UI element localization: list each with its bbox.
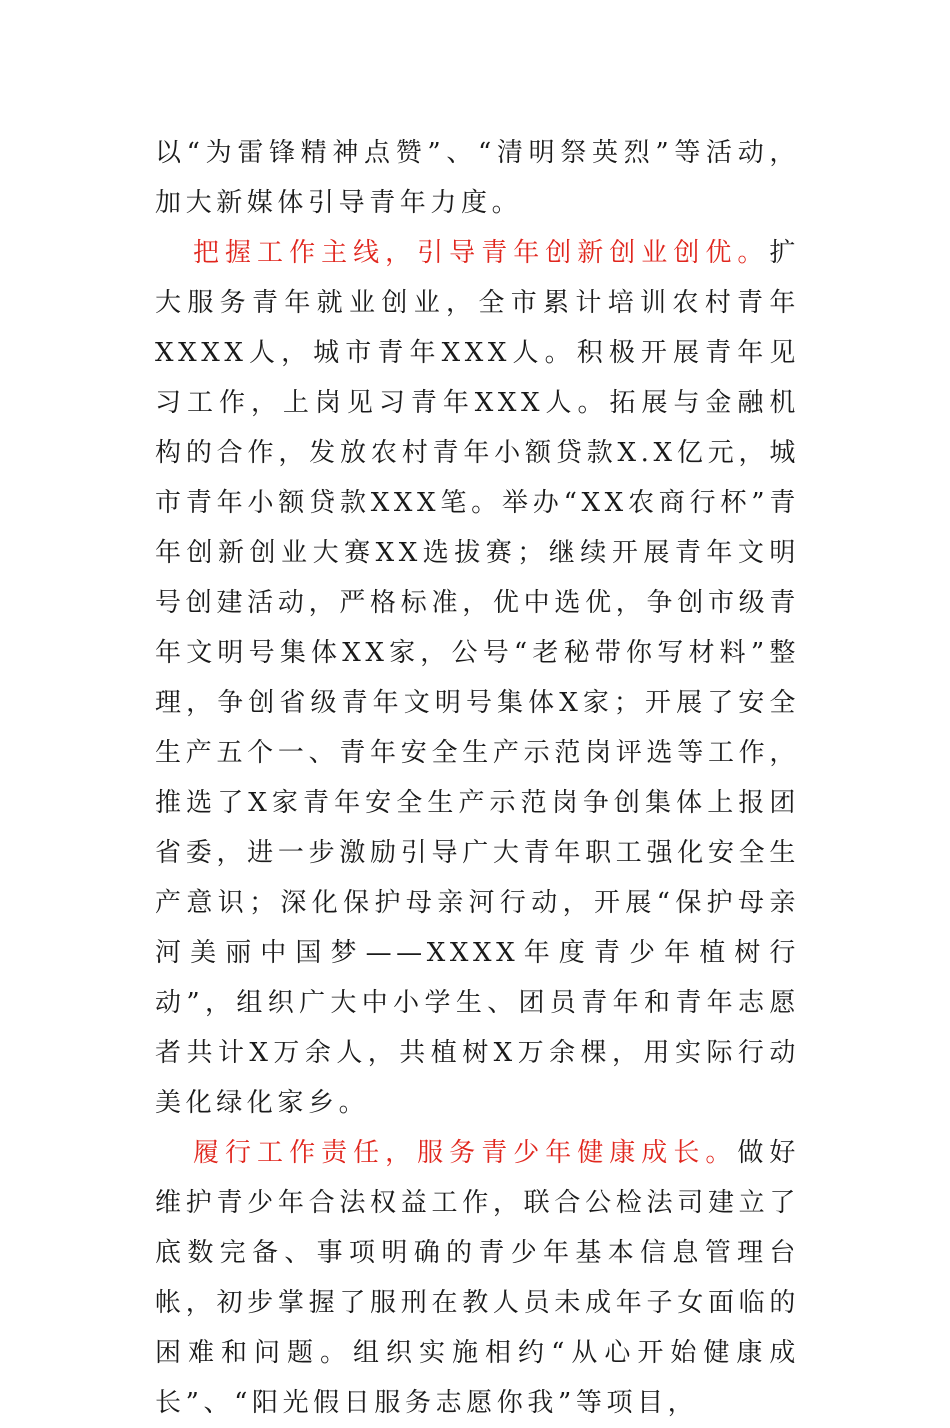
paragraph-text: 扩大服务青年就业创业，全市累计培训农村青年XXXX人，城市青年XXX人。积极开展青年见习工作，上岗见习青年XXX人。拓展与金融机构的合作，发放农村青年小额贷款X.X亿元，城市青年小额贷款XXX笔。举办“XX农商行杯”青年创新创业大赛XX选拔赛；继续开展青年文明号创建活动，严格标准，优中选优，争创市级青年文明号集体XX家，公号“老秘带你写材料”整理，争创省级青年文明号集体X家；开展了安全生产五个一、青年安全生产示范岗评选等工作，推选了X家青年安全生产示范岗争创集体上报团省委，进一步激励引导广大青年职工强化安全生产意识；深化保护母亲河行动，开展“保护母亲河美丽中国梦——XXXX年度青少年植树行动”，组织广大中小学生、团员青年和青年志愿者共计X万余人，共植树X万余棵，用实际行动美化绿化家乡。 <box>155 238 800 1118</box>
paragraph-text: 做好维护青少年合法权益工作，联合公检法司建立了底数完备、事项明确的青少年基本信息管理台帐，初步掌握了服刑在教人员未成年子女面临的困难和问题。组织实施相约“从心开始健康成长”、“阳光假日服务志愿你我”等项目， <box>155 1138 800 1418</box>
paragraph-continuation <box>155 128 800 228</box>
paragraph-heading: 把握工作主线，引导青年创新创业创优。 <box>193 238 770 268</box>
paragraph-innovation <box>155 228 800 1128</box>
paragraph-youth-growth <box>155 1128 800 1428</box>
paragraph-heading: 履行工作责任，服务青少年健康成长。 <box>193 1138 738 1168</box>
document-body <box>155 128 800 1428</box>
paragraph-text: 以“为雷锋精神点赞”、“清明祭英烈”等活动，加大新媒体引导青年力度。 <box>155 138 800 218</box>
